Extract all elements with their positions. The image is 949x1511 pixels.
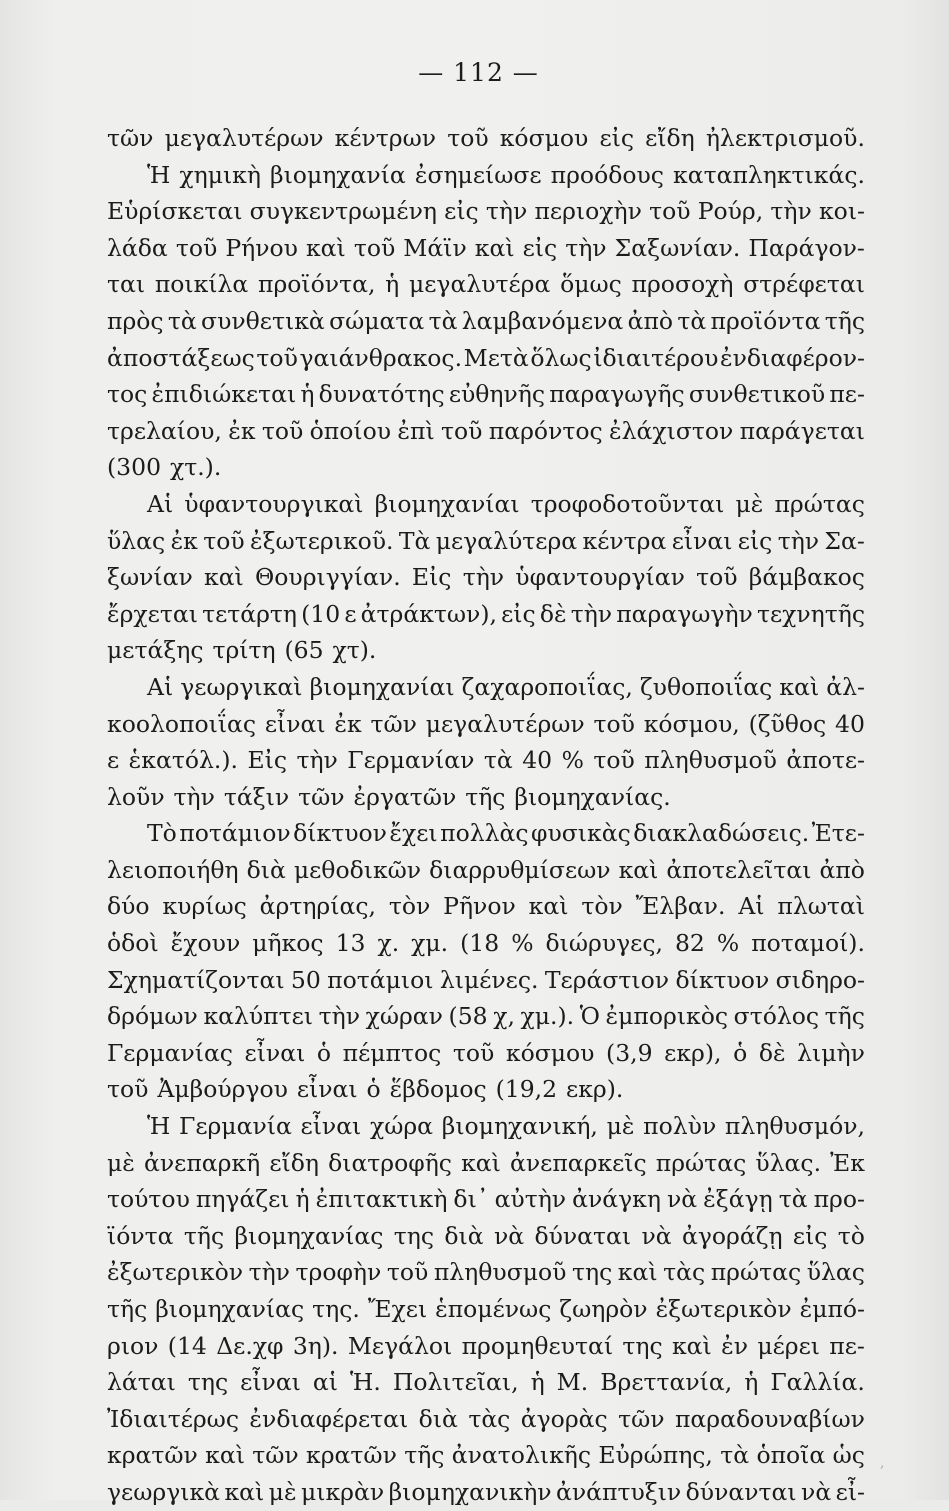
page-number: — 112 — bbox=[418, 58, 539, 87]
text-line: δύο κυρίως ἀρτηρίας, τὸν Ρῆνον καὶ τὸν Ἔλβαν. Αἱ πλωταὶ bbox=[107, 892, 865, 921]
text-line: Γερμανίας εἶναι ὁ πέμπτος τοῦ κόσμου (3,9 εκρ), ὁ δὲ λιμὴν bbox=[107, 1038, 865, 1067]
text-line: ξωνίαν καὶ Θουριγγίαν. Εἰς τὴν ὑφαντουργίαν τοῦ βάμβακος bbox=[107, 563, 865, 592]
text-line: τῶν μεγαλυτέρων κέντρων τοῦ κόσμου εἰς εἴδη ἠλεκτρισμοῦ. bbox=[107, 124, 865, 152]
text-line: ριον (14 Δε.χφ 3η). Μεγάλοι προμηθευταί της καὶ ἐν μέρει πε- bbox=[107, 1331, 865, 1360]
text-line: ἀποστάξεως τοῦ γαιάνθρακος. Μετὰ ὅλως ἰδιαιτέρου ἐνδιαφέρον- bbox=[107, 343, 865, 372]
text-line: Αἱ γεωργικαὶ βιομηχανίαι ζαχαροποιΐας, ζυθοποιΐας καὶ ἀλ- bbox=[147, 672, 865, 701]
text-line: (300 χτ.). bbox=[107, 453, 222, 482]
text-line: μετάξης τρίτη (65 χτ). bbox=[107, 636, 377, 665]
text-line: τοῦ Ἀμβούργου εἶναι ὁ ἕβδομος (19,2 εκρ). bbox=[107, 1075, 624, 1104]
text-line: πρὸς τὰ συνθετικὰ σώματα τὰ λαμβανόμενα ἀπὸ τὰ προϊόντα τῆς bbox=[107, 306, 865, 335]
text-line: κοολοποιΐας εἶναι ἐκ τῶν μεγαλυτέρων τοῦ κόσμου, (ζῦθος 40 bbox=[107, 709, 865, 738]
text-line: ται ποικίλα προϊόντα, ἡ μεγαλυτέρα ὅμως προσοχὴ στρέφεται bbox=[107, 270, 865, 299]
text-line: ἐξωτερικὸν τὴν τροφὴν τοῦ πληθυσμοῦ της καὶ τὰς πρώτας ὕλας bbox=[107, 1258, 865, 1287]
text-line: ἔρχεται τετάρτη (10 ε ἀτράκτων), εἰς δὲ τὴν παραγωγὴν τεχνητῆς bbox=[107, 599, 865, 628]
text-line: Τὸ ποτάμιον δίκτυον ἔχει πολλὰς φυσικὰς διακλαδώσεις. Ἐτε- bbox=[147, 819, 865, 848]
text-line: κρατῶν καὶ τῶν κρατῶν τῆς ἀνατολικῆς Εὐρώπης, τὰ ὁποῖα ὡς bbox=[107, 1441, 865, 1470]
text-line: τος ἐπιδιώκεται ἡ δυνατότης εὐθηνῆς παραγωγῆς συνθετικοῦ πε- bbox=[107, 380, 865, 409]
text-line: τρελαίου, ἐκ τοῦ ὁποίου ἐπὶ τοῦ παρόντος ἐλάχιστον παράγεται bbox=[107, 416, 865, 445]
text-line: λειοποιήθη διὰ μεθοδικῶν διαρρυθμίσεων καὶ ἀποτελεῖται ἀπὸ bbox=[107, 855, 865, 884]
text-line: τούτου πηγάζει ἡ ἐπιτακτικὴ δι᾿ αὐτὴν ἀνάγκη νὰ ἐξάγῃ τὰ προ- bbox=[107, 1185, 865, 1214]
text-line: γεωργικὰ καὶ μὲ μικρὰν βιομηχανικὴν ἀνάπτυξιν δύνανται νὰ εἶ- bbox=[107, 1477, 865, 1506]
text-line: Εὑρίσκεται συγκεντρωμένη εἰς τὴν περιοχὴν τοῦ Ρούρ, τὴν κοι- bbox=[107, 197, 865, 226]
text-line: λάδα τοῦ Ρήνου καὶ τοῦ Μάϊν καὶ εἰς τὴν Σαξωνίαν. Παράγον- bbox=[107, 233, 865, 262]
text-line: Σχηματίζονται 50 ποτάμιοι λιμένες. Τεράστιον δίκτυον σιδηρο- bbox=[107, 965, 865, 994]
text-line: ε ἑκατόλ.). Εἰς τὴν Γερμανίαν τὰ 40 % τοῦ πληθυσμοῦ ἀποτε- bbox=[107, 746, 865, 775]
text-line: Αἱ ὑφαντουργικαὶ βιομηχανίαι τροφοδοτοῦνται μὲ πρώτας bbox=[147, 489, 865, 518]
text-line: ὕλας ἐκ τοῦ ἐξωτερικοῦ. Τὰ μεγαλύτερα κέντρα εἶναι εἰς τὴν Σα- bbox=[107, 526, 865, 555]
text-line: Ἰδιαιτέρως ἐνδιαφέρεται διὰ τὰς ἀγορὰς τῶν παραδουναβίων bbox=[107, 1404, 865, 1433]
body-text bbox=[107, 120, 865, 1511]
text-line: Ἡ χημικὴ βιομηχανία ἐσημείωσε προόδους καταπληκτικάς. bbox=[147, 160, 865, 189]
text-line: τῆς βιομηχανίας της. Ἔχει ἑπομένως ζωηρὸν ἐξωτερικὸν ἐμπό- bbox=[107, 1295, 865, 1323]
text-line: λοῦν τὴν τάξιν τῶν ἐργατῶν τῆς βιομηχανίας. bbox=[107, 782, 671, 811]
text-line: Ἡ Γερμανία εἶναι χώρα βιομηχανική, μὲ πολὺν πληθυσμόν, bbox=[147, 1112, 865, 1141]
text-line: μὲ ἀνεπαρκῆ εἴδη διατροφῆς καὶ ἀνεπαρκεῖς πρώτας ὕλας. Ἐκ bbox=[107, 1148, 865, 1177]
text-line: ὁδοὶ ἔχουν μῆκος 13 χ. χμ. (18 % διώρυγες, 82 % ποταμοί). bbox=[107, 929, 865, 958]
text-line: λάται της εἶναι αἱ Ἡ. Πολιτεῖαι, ἡ Μ. Βρεττανία, ἡ Γαλλία. bbox=[107, 1368, 865, 1397]
paper-speck: , bbox=[880, 1455, 885, 1471]
text-line: ϊόντα τῆς βιομηχανίας της διὰ νὰ δύναται νὰ ἀγοράζῃ εἰς τὸ bbox=[107, 1221, 865, 1250]
text-line: δρόμων καλύπτει τὴν χώραν (58 χ, χμ.). Ὁ ἐμπορικὸς στόλος τῆς bbox=[107, 1002, 865, 1031]
